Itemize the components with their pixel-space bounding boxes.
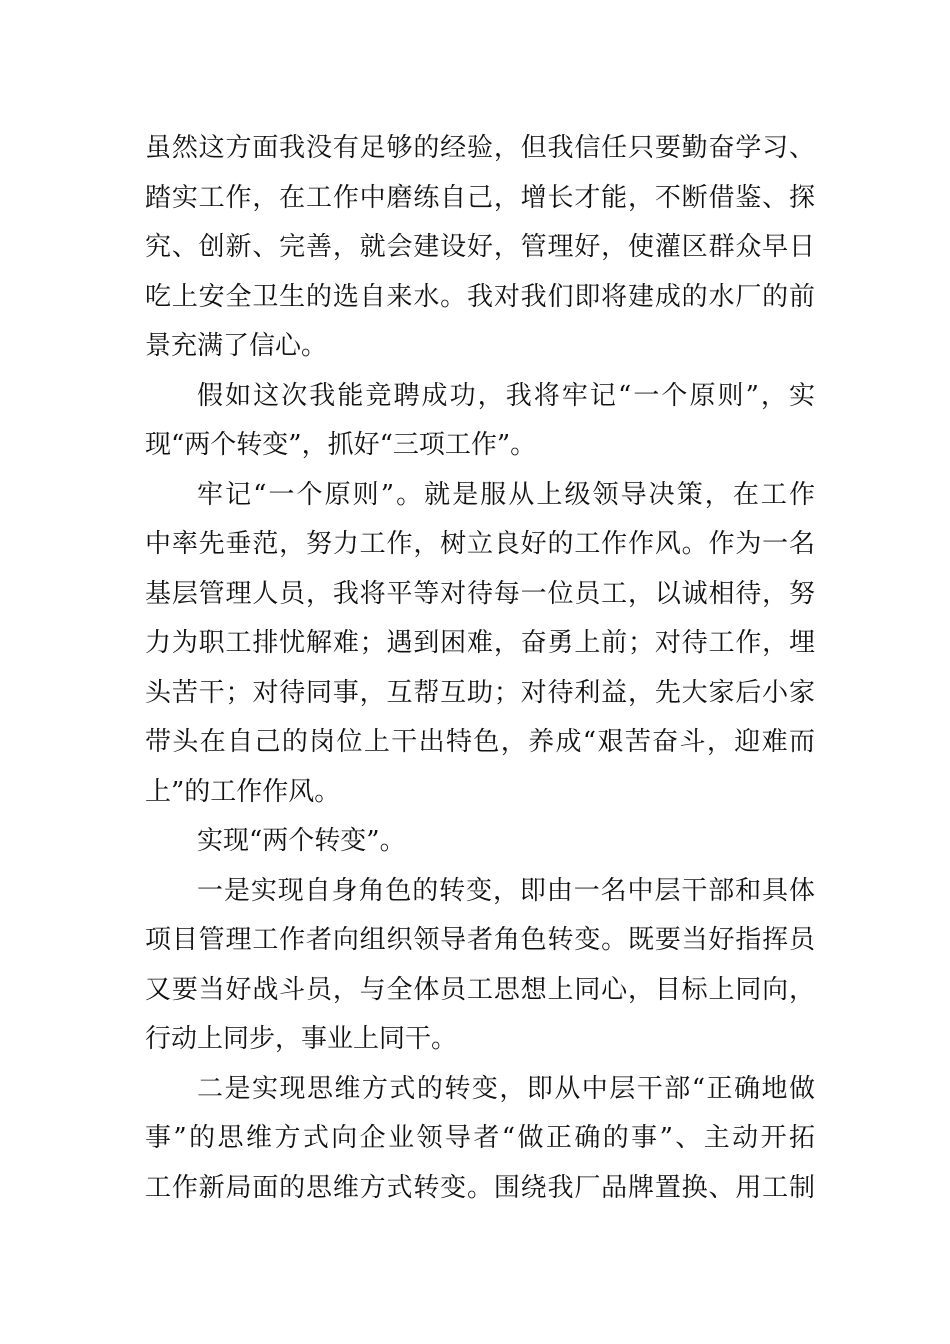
text-line: 中率先垂范，努力工作，树立良好的工作作风。作为一名	[145, 529, 815, 559]
text-line: 究、创新、完善，就会建设好，管理好，使灌区群众早日	[145, 232, 815, 262]
text-line: 踏实工作，在工作中磨练自己，增长才能，不断借鉴、探	[145, 182, 815, 213]
document-body	[145, 124, 815, 1213]
text-line: 上”的工作作风。	[145, 776, 341, 807]
text-line: 牢记“一个原则”。就是服从上级领导决策，在工作	[197, 479, 815, 510]
text-line: 一是实现自身角色的转变，即由一名中层干部和具体	[197, 875, 815, 906]
paragraph	[145, 817, 815, 867]
text-line: 景充满了信心。	[145, 331, 328, 361]
text-line: 吃上安全卫生的选自来水。我对我们即将建成的水厂的前	[145, 281, 815, 312]
text-line: 基层管理人员，我将平等对待每一位员工，以诚相待，努	[145, 578, 815, 609]
text-line: 工作新局面的思维方式转变。围绕我厂品牌置换、用工制	[145, 1172, 815, 1203]
text-line: 虽然这方面我没有足够的经验，但我信任只要勤奋学习、	[145, 133, 815, 163]
text-line: 项目管理工作者向组织领导者角色转变。既要当好指挥员	[145, 925, 815, 955]
text-line: 又要当好战斗员，与全体员工思想上同心，目标上同向，	[145, 974, 815, 1005]
paragraph	[145, 124, 815, 372]
paragraph	[145, 867, 815, 1065]
text-line: 头苦干；对待同事，互帮互助；对待利益，先大家后小家	[145, 677, 815, 708]
paragraph	[145, 471, 815, 818]
text-line: 带头在自己的岗位上干出特色，养成“艰苦奋斗，迎难而	[145, 727, 815, 757]
text-line: 现“两个转变”，抓好“三项工作”。	[145, 430, 537, 460]
paragraph	[145, 372, 815, 471]
text-line: 实现“两个转变”。	[197, 826, 406, 856]
text-line: 行动上同步，事业上同干。	[145, 1024, 458, 1054]
text-line: 事”的思维方式向企业领导者“做正确的事”、主动开拓	[145, 1123, 815, 1153]
text-line: 二是实现思维方式的转变，即从中层干部“正确地做	[197, 1073, 815, 1104]
text-line: 假如这次我能竞聘成功，我将牢记“一个原则”，实	[197, 380, 815, 411]
paragraph	[145, 1065, 815, 1214]
text-line: 力为职工排忧解难；遇到困难，奋勇上前；对待工作，埋	[145, 628, 815, 658]
